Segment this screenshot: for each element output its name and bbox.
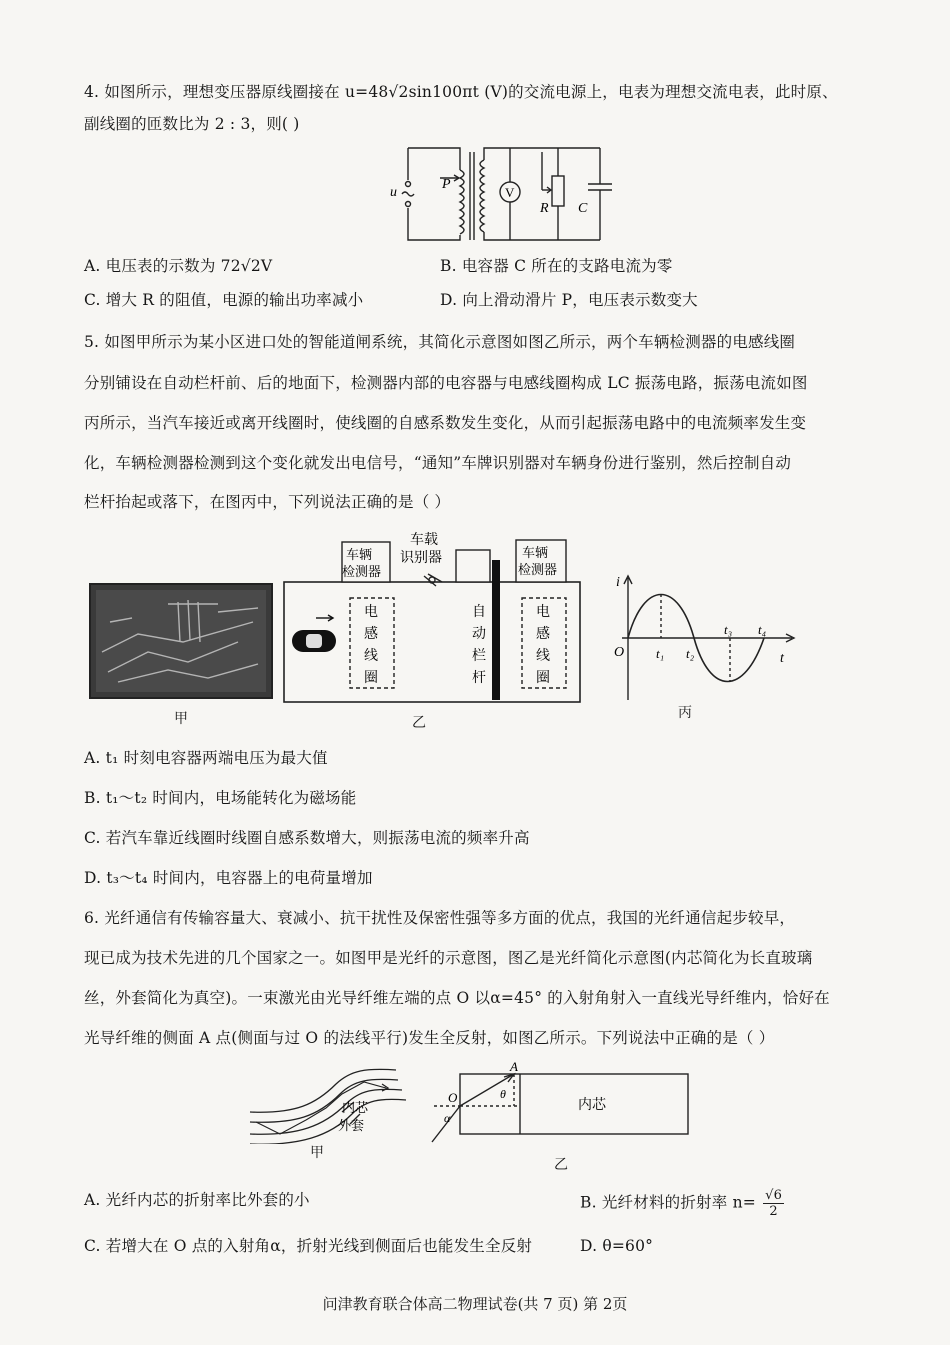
q6-cladding-label: 外套 [338, 1119, 365, 1134]
q5-detector2-line1: 车辆 [522, 546, 549, 561]
q5-photo-figure [88, 582, 274, 700]
q5-t2-label: t₂ [686, 646, 695, 661]
q4-stem-line-1: 4. 如图所示，理想变压器原线圈接在 u=48√2sin100πt (V)的交流电源上，电表为理想交流电表，此时原、 [84, 83, 838, 101]
q4-option-d: D. 向上滑动滑片 P，电压表示数变大 [440, 291, 698, 309]
q6-option-d: D. θ=60° [580, 1237, 654, 1255]
q6-option-b-numerator: √6 [765, 1188, 783, 1203]
q6-option-b-text: B. 光纤材料的折射率 n= [580, 1193, 756, 1212]
q5-stem-line-4: 化，车辆检测器检测到这个变化就发出电信号，“通知”车牌识别器对车辆身份进行鉴别，然后控制自动 [84, 454, 792, 472]
q5-axis-i-label: i [616, 575, 620, 590]
page-footer: 问津教育联合体高二物理试卷(共 7 页) 第 2页 [322, 1295, 628, 1313]
q5-coil1-char: 感 [364, 626, 378, 642]
q5-caption-yi: 乙 [412, 715, 426, 731]
q4-option-a: A. 电压表的示数为 72√2V [84, 257, 273, 275]
q5-option-d: D. t₃～t₄ 时间内，电容器上的电荷量增加 [84, 869, 373, 887]
q5-option-c: C. 若汽车靠近线圈时线圈自感系数增大，则振荡电流的频率升高 [84, 829, 530, 847]
q5-coil1-char: 线 [364, 648, 378, 664]
q5-recognizer-line2: 识别器 [400, 550, 442, 566]
q4-voltmeter-label: V [505, 185, 515, 200]
q6-core-label-yi: 内芯 [578, 1097, 606, 1113]
q5-stem-line-2: 分别铺设在自动栏杆前、后的地面下，检测器内部的电容器与电感线圈构成 LC 振荡电路，振荡电流如图 [84, 374, 808, 392]
q5-coil1-char: 圈 [364, 670, 378, 686]
q5-coil2-char: 感 [536, 626, 550, 642]
q4-u-label: u [390, 185, 397, 200]
q5-origin-label: O [614, 645, 625, 660]
q6-option-b-denominator: 2 [769, 1204, 778, 1219]
q5-coil2-char: 圈 [536, 670, 550, 686]
q5-coil2-char: 线 [536, 648, 550, 664]
q6-stem-line-1: 6. 光纤通信有传输容量大、衰减小、抗干扰性及保密性强等多方面的优点，我国的光纤通信起步较早， [84, 909, 796, 927]
q5-barrier-char: 杆 [472, 670, 486, 686]
q4-option-b: B. 电容器 C 所在的支路电流为零 [440, 257, 673, 275]
q6-caption-jia: 甲 [310, 1145, 324, 1161]
q5-caption-jia: 甲 [174, 711, 188, 727]
q5-detector1-line1: 车辆 [346, 548, 373, 563]
q6-stem-line-2: 现已成为技术先进的几个国家之一。如图甲是光纤的示意图，图乙是光纤简化示意图(内芯简化为长直玻璃 [84, 949, 813, 967]
q5-detector1-line2: 检测器 [342, 565, 382, 580]
q5-t3-label: t₃ [724, 622, 733, 637]
q6-theta-label: θ [500, 1087, 506, 1101]
q5-t4-label: t₄ [758, 622, 767, 637]
q4-stem-line-2: 副线圈的匝数比为 2 : 3，则( ) [84, 115, 300, 133]
q6-caption-yi: 乙 [554, 1157, 568, 1173]
q4-transformer-figure [380, 140, 640, 246]
q5-stem-line-5: 栏杆抬起或落下，在图丙中，下列说法正确的是（ ） [84, 493, 451, 511]
q6-point-a-label: A [510, 1062, 518, 1074]
q5-option-a: A. t₁ 时刻电容器两端电压为最大值 [84, 749, 328, 767]
q5-coil1-char: 电 [364, 604, 378, 620]
q6-option-a: A. 光纤内芯的折射率比外套的小 [84, 1191, 310, 1209]
q6-stem-line-3: 丝，外套简化为真空)。一束激光由光导纤维左端的点 O 以α=45° 的入射角射入一直线光导纤维内，恰好在 [84, 989, 830, 1007]
q6-alpha-label: α [444, 1111, 451, 1125]
q6-option-b-fraction [763, 1188, 784, 1219]
q6-stem-line-4: 光导纤维的侧面 A 点(侧面与过 O 的法线平行)发生全反射，如图乙所示。下列说法中正确的是（ ） [84, 1029, 775, 1047]
q5-caption-bing: 丙 [678, 705, 692, 721]
q5-barrier-char: 栏 [472, 648, 486, 664]
q4-option-c: C. 增大 R 的阻值，电源的输出功率减小 [84, 291, 364, 309]
q6-option-b [580, 1188, 784, 1219]
q6-point-o-label: O [448, 1090, 458, 1105]
q4-p-label: P [442, 177, 451, 192]
q4-r-label: R [540, 201, 549, 216]
q5-stem-line-3: 丙所示，当汽车接近或离开线圈时，使线圈的自感系数发生变化，从而引起振荡电路中的电流频率发生变 [84, 414, 807, 432]
q5-axis-t-label: t [780, 651, 784, 666]
q6-option-c: C. 若增大在 O 点的入射角α，折射光线到侧面后也能发生全反射 [84, 1237, 533, 1255]
q6-curved-fiber-figure [246, 1064, 416, 1144]
q5-barrier-char: 动 [472, 626, 486, 642]
q5-gate-schematic-figure [282, 530, 594, 710]
q5-current-graph-figure [608, 570, 798, 702]
q4-c-label: C [578, 201, 588, 216]
q5-recognizer-line1: 车载 [410, 532, 438, 548]
q6-core-label: 内芯 [342, 1101, 369, 1116]
q6-straight-fiber-figure [428, 1062, 694, 1146]
q5-t1-label: t₁ [656, 646, 665, 661]
q5-option-b: B. t₁～t₂ 时间内，电场能转化为磁场能 [84, 789, 357, 807]
q5-coil2-char: 电 [536, 604, 550, 620]
q5-detector2-line2: 检测器 [518, 563, 558, 578]
q5-stem-line-1: 5. 如图甲所示为某小区进口处的智能道闸系统，其简化示意图如图乙所示，两个车辆检测器的电感线圈 [84, 333, 796, 351]
q5-barrier-char: 自 [472, 604, 486, 620]
